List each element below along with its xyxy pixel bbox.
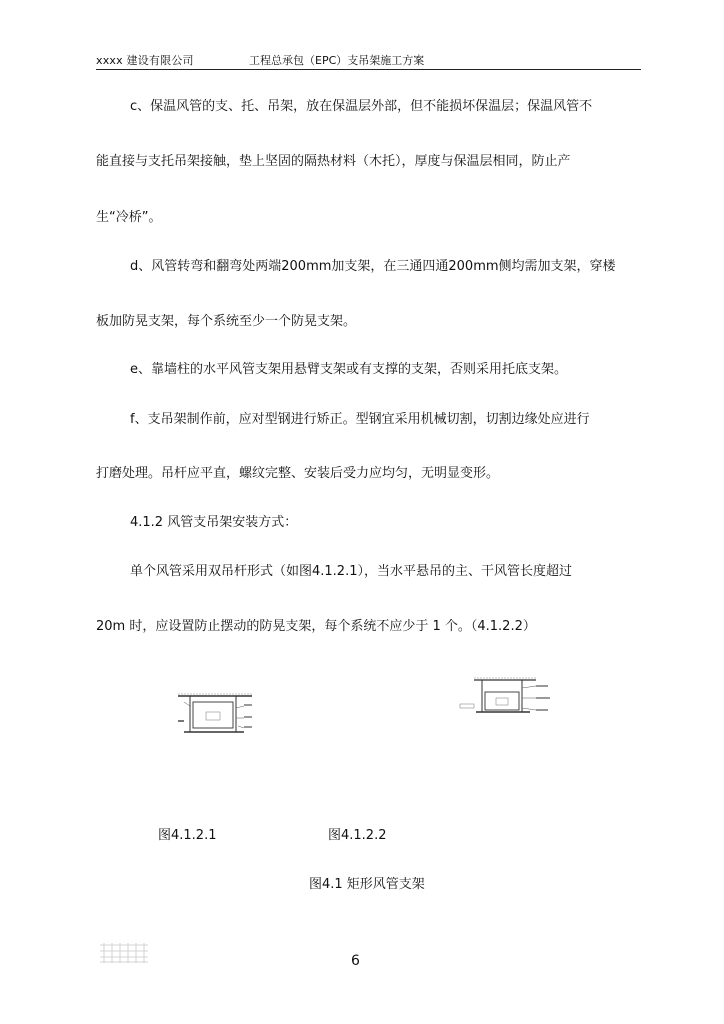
para-c-line-3: 生“冷桥”。 [96, 210, 162, 225]
figure-caption-4-1-2-2: 图4.1.2.2 [328, 828, 387, 843]
para-f-line-1: f、支吊架制作前，应对型钢进行矫正。型钢宜采用机械切割，切割边缘处应进行 [130, 412, 590, 427]
para-f-line-2: 打磨处理。吊杆应平直，螺纹完整、安装后受力应均匀，无明显变形。 [96, 466, 500, 481]
watermark-stamp-icon [98, 942, 150, 964]
page-header [96, 53, 641, 70]
para-d-line-2: 板加防晃支架，每个系统至少一个防晃支架。 [96, 314, 357, 329]
para-d-line-1: d、风管转弯和翻弯处两端200mm加支架，在三通四通200mm侧均需加支架，穿楼 [130, 259, 616, 274]
figure-caption-4-1-2-1: 图4.1.2.1 [158, 828, 217, 843]
para-s-line-1: 单个风管采用双吊杆形式（如图4.1.2.1），当水平悬吊的主、干风管长度超过 [130, 564, 572, 579]
para-c-line-1: c、保温风管的支、托、吊架，放在保温层外部，但不能损坏保温层；保温风管不 [130, 99, 593, 114]
header-title: 工程总承包（EPC）支吊架施工方案 [249, 54, 425, 67]
figure-4-1-2-1-drawing [176, 692, 256, 740]
section-heading: 4.1.2 风管支吊架安装方式： [130, 515, 298, 530]
page-number: 6 [351, 953, 360, 969]
header-company: xxxx 建设有限公司 [96, 54, 194, 67]
para-c-line-2: 能直接与支托吊架接触，垫上坚固的隔热材料（木托），厚度与保温层相同，防止产 [96, 154, 571, 169]
para-e-line-1: e、靠墙柱的水平风管支架用悬臂支架或有支撑的支架，否则采用托底支架。 [130, 362, 567, 377]
figure-4-1-2-2-drawing [456, 674, 556, 724]
figure-caption-4-1: 图4.1 矩形风管支架 [309, 877, 425, 892]
para-s-line-2: 20m 时，应设置防止摆动的防晃支架，每个系统不应少于 1 个。（4.1.2.2） [96, 619, 536, 634]
